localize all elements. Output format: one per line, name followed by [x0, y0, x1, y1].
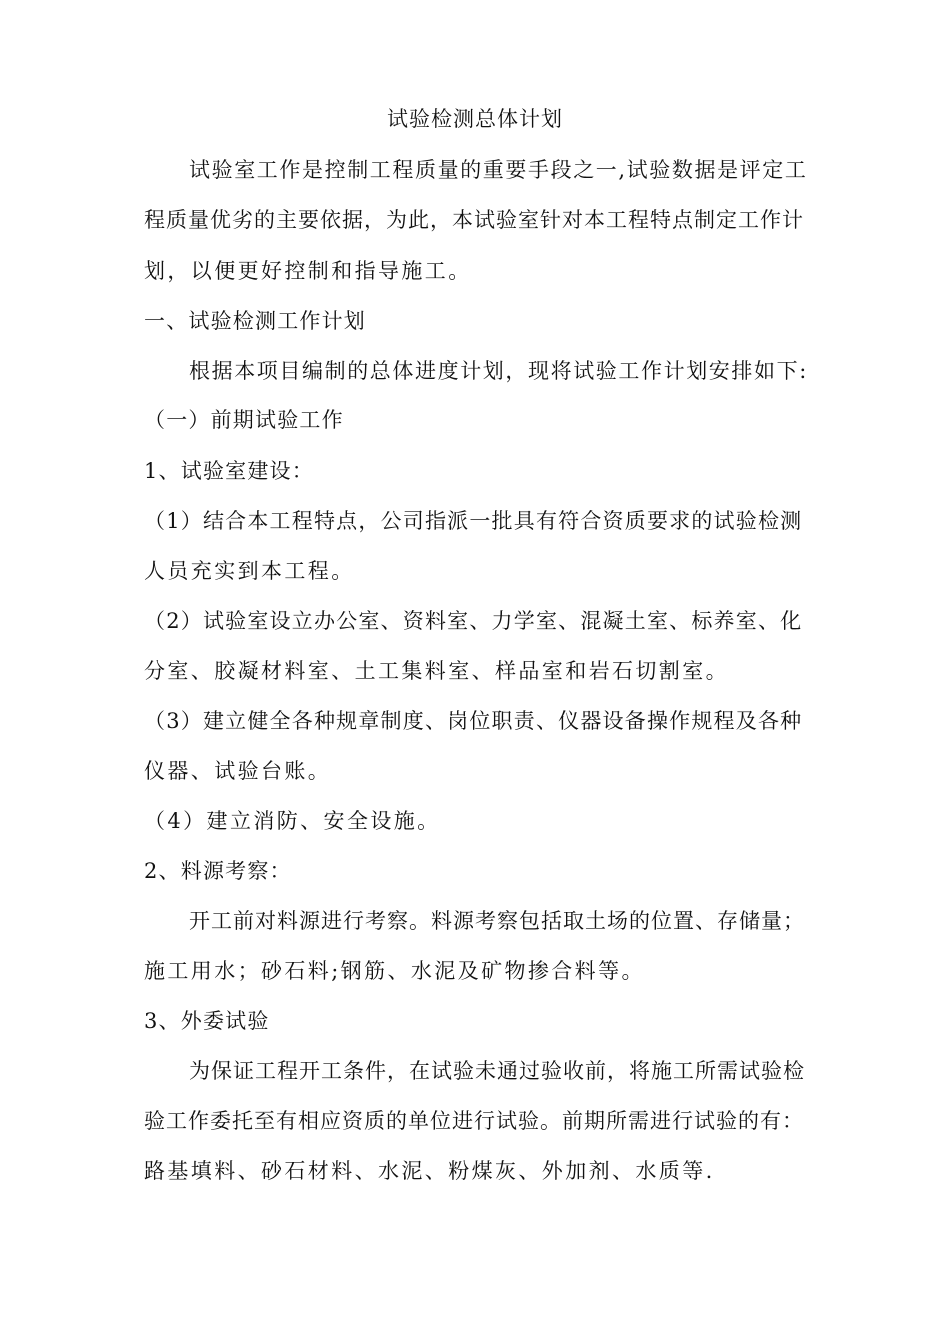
- paragraph-intro-line-3: 划，以便更好控制和指导施工。: [144, 259, 472, 283]
- subsection-heading-early-tests: （一）前期试验工作: [144, 408, 344, 432]
- paragraph-external-tests-line-1: 为保证工程开工条件，在试验未通过验收前，将施工所需试验检: [189, 1059, 805, 1083]
- list-item-1-line-1: （1）结合本工程特点，公司指派一批具有符合资质要求的试验检测: [144, 509, 803, 533]
- item-heading-external-tests: 3、外委试验: [144, 1009, 270, 1033]
- list-item-3-line-2: 仪器、试验台账。: [144, 759, 332, 783]
- paragraph-intro-line-2: 程质量优劣的主要依据，为此，本试验室针对本工程特点制定工作计: [144, 208, 804, 232]
- document-title: 试验检测总体计划: [387, 107, 563, 131]
- list-item-3-line-1: （3）建立健全各种规章制度、岗位职责、仪器设备操作规程及各种: [144, 709, 803, 733]
- paragraph-source-survey-line-2: 施工用水；砂石料;钢筋、水泥及矿物掺合料等。: [144, 959, 645, 983]
- paragraph-source-survey-line-1: 开工前对料源进行考察。料源考察包括取土场的位置、存储量；: [189, 909, 805, 933]
- paragraph-external-tests-line-3: 路基填料、砂石材料、水泥、粉煤灰、外加剂、水质等.: [144, 1159, 715, 1183]
- list-item-2-line-1: （2）试验室设立办公室、资料室、力学室、混凝土室、标养室、化: [144, 609, 803, 633]
- item-heading-lab-construction: 1、试验室建设：: [144, 459, 314, 483]
- list-item-1-line-2: 人员充实到本工程。: [144, 559, 355, 583]
- section-heading-1: 一、试验检测工作计划: [144, 309, 366, 333]
- list-item-2-line-2: 分室、胶凝材料室、土工集料室、样品室和岩石切割室。: [144, 659, 729, 683]
- item-heading-source-survey: 2、料源考察：: [144, 859, 292, 883]
- paragraph-intro-line-1: 试验室工作是控制工程质量的重要手段之一,试验数据是评定工: [189, 158, 808, 182]
- paragraph-external-tests-line-2: 验工作委托至有相应资质的单位进行试验。前期所需进行试验的有：: [144, 1109, 804, 1133]
- list-item-4: （4）建立消防、安全设施。: [144, 809, 441, 833]
- paragraph-plan-intro: 根据本项目编制的总体进度计划，现将试验工作计划安排如下:: [189, 359, 808, 383]
